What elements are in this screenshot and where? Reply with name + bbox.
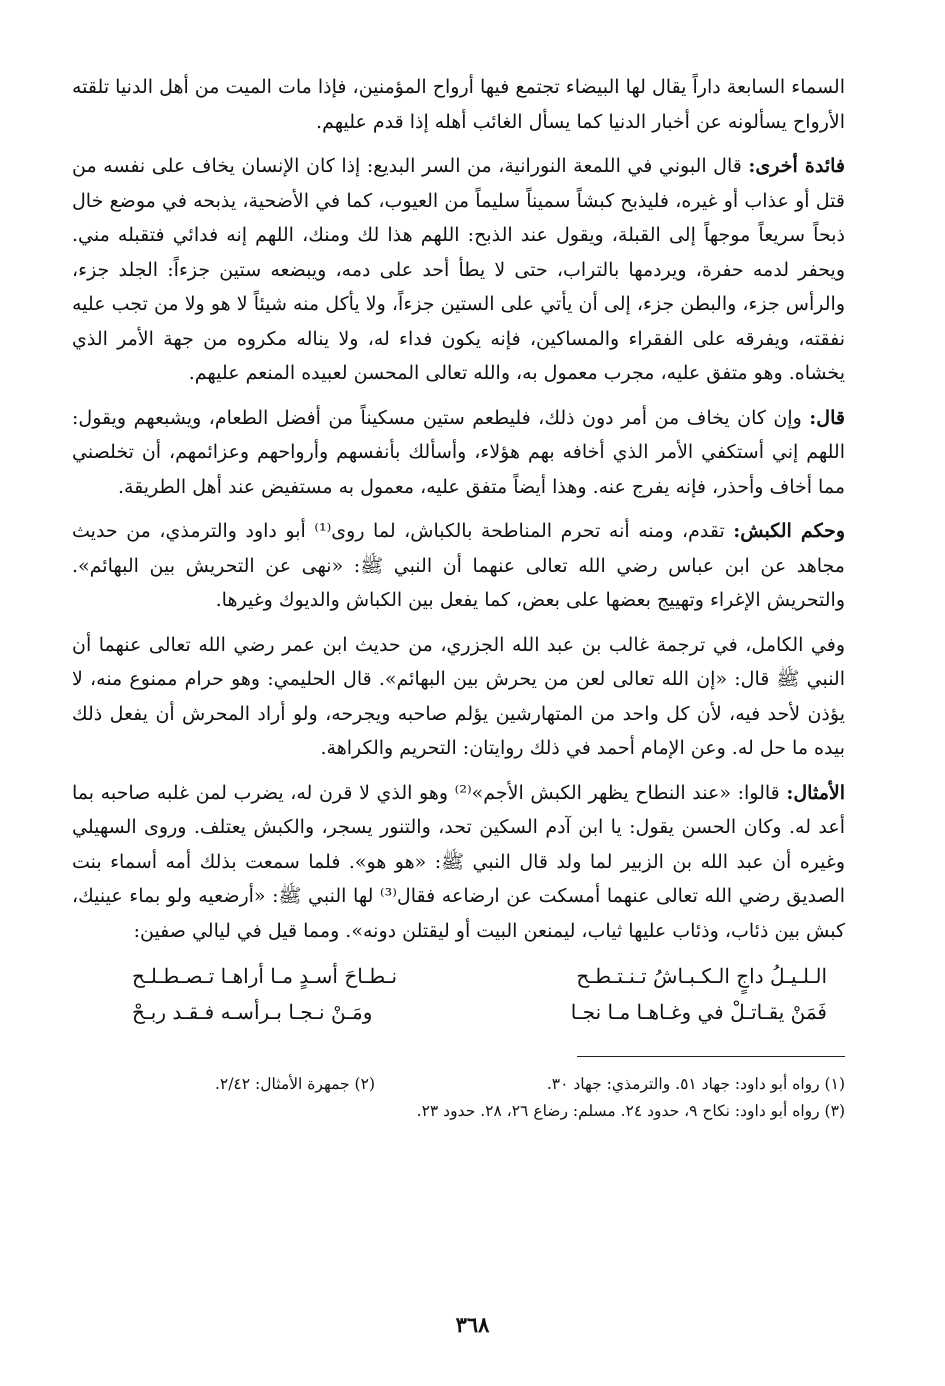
paragraph-1-text: السماء السابعة داراً يقال لها البيضاء تجتمع فيها أرواح المؤمنين، فإذا مات الميت من أهل الدنيا تلقته الأرواح يسألونه عن أخبار الدنيا كما يسأل الغائب أهله إذا قدم عليهم. (72, 76, 845, 133)
paragraph-6 (72, 776, 845, 949)
paragraph-3 (72, 401, 845, 505)
paragraph-4-text: تقدم، ومنه أنه تحرم المناطحة بالكباش، لما روى⁽¹⁾ أبو داود والترمذي، من حديث مجاهد عن ابن عباس رضي الله تعالى عنهما أن النبي ﷺ: «نهى عن التحريش بين البهائم». والتحريش الإغراء وتهييج بعضها على بعض، كما يفعل بين الكباش والديوك وغيرها. (72, 520, 845, 611)
paragraph-5-text: وفي الكامل، في ترجمة غالب بن عبد الله الجزري، من حديث ابن عمر رضي الله تعالى عنهما أن النبي ﷺ قال: «إن الله تعالى لعن من يحرش بين البهائم». قال الحليمي: وهو حرام ممنوع منه، لا يؤذن لأحد فيه، لأن كل واحد من المتهارشين يؤلم صاحبه ويجرحه، ولو أراد المحرش أن يفعل ذلك بيده ما حل له. وعن الإمام أحمد في ذلك روايتان: التحريم والكراهة. (72, 633, 845, 759)
paragraph-2 (72, 149, 845, 391)
poem-verse (72, 958, 845, 994)
paragraph-3-text: وإن كان يخاف من أمر دون ذلك، فليطعم ستين مسكيناً من أفضل الطعام، ويشبعهم ويقول: اللهم إني أستكفي الأمر الذي أخافه بهم هؤلاء، وأسألك بأنفسهم وأرواحهم وعزائمهم، أن تخلصني مما أخاف وأحذر، فإنه يفرج عنه. وهذا أيضاً متفق عليه، معمول به مستفيض عند أهل الطريقة. (72, 406, 845, 498)
paragraph-4-lead: وحكم الكبش: (733, 520, 845, 542)
poem-hemistich: نـطـاحَ أسـدٍ مـا أراهـا تـصـطـلـح (132, 964, 398, 988)
paragraph-1 (72, 70, 845, 139)
poem-hemistich: ومَـنْ نـجـا بـرأسـه فـقـد ربـحْ (132, 1000, 373, 1024)
footnote-row (72, 1071, 845, 1098)
poem (72, 958, 845, 1030)
footnote-2: (٢) جمهرة الأمثال: ٢/٤٢. (214, 1075, 375, 1093)
footnote-3: (٣) رواه أبو داود: نكاح ٩، حدود ٢٤. مسلم: رضاع ٢٦، ٢٨. حدود ٢٣. (416, 1102, 845, 1120)
page-number: ٣٦٨ (455, 1312, 490, 1337)
poem-verse (72, 994, 845, 1030)
paragraph-3-lead: قال: (809, 406, 845, 429)
footnote-1: (١) رواه أبو داود: جهاد ٥١. والترمذي: جهاد ٣٠. (546, 1075, 845, 1093)
paragraph-2-text: قال البوني في اللمعة النورانية، من السر البديع: إذا كان الإنسان يخاف على نفسه من قتل أو عذاب أو غيره، فليذبح كبشاً سميناً سليماً من العيوب، كما في الأضحية، يذبحه في موضع خال ذبحاً سريعاً موجهاً إلى القبلة، ويقول عند الذبح: اللهم هذا لك ومنك، اللهم إنه فدائي فتقبله مني. ويحفر لدمه حفرة، ويردمها بالتراب، حتى لا يطأ أحد على دمه، ويبضعه ستين جزءاً: الجلد جزء، والرأس جزء، والبطن جزء، إلى أن يأتي على الستين جزءاً، ولا يأكل منه شيئاً لا هو ولا من تجب عليه نفقته، ويفرقه على الفقراء والمساكين، فإنه يكون فداء له، ولا يناله مكروه من جهة الأمر الذي يخشاه. وهو متفق عليه، مجرب معمول به، والله تعالى المحسن لعبيده المنعم عليهم. (72, 155, 845, 384)
footnote-row (72, 1098, 845, 1125)
poem-hemistich: فَمَنْ يقـاتـلْ في وغـاهـا مـا نجـا (570, 1000, 827, 1024)
paragraph-2-lead: فائدة أخرى: (748, 155, 845, 177)
paragraph-5 (72, 628, 845, 766)
paragraph-6-text: قالوا: «عند النطاح يظهر الكبش الأجم»⁽²⁾ وهو الذي لا قرن له، يضرب لمن غلبه صاحبه بما أعد له. وكان الحسن يقول: يا ابن آدم السكين تحد، والتنور يسجر، والكبش يعتلف. وروى السهيلي وغيره أن عبد الله بن الزبير لما ولد قال النبي ﷺ: «هو هو». فلما سمعت بذلك أمه أسماء بنت الصديق رضي الله تعالى عنهما أمسكت عن ارضاعه فقال⁽³⁾ لها النبي ﷺ: «أرضعيه ولو بماء عينيك، كبش بين ذئاب، وذئاب عليها ثياب، ليمنعن البيت أو ليقتلن دونه». ومما قيل في ليالي صفين: (72, 781, 845, 942)
footnotes (72, 1071, 845, 1125)
paragraph-6-lead: الأمثال: (786, 781, 845, 804)
poem-hemistich: الـلـيـلُ داجٍ الـكـبـاشُ تـنـتـطـح (576, 964, 827, 988)
footnote-separator (577, 1056, 845, 1057)
footnote-separator-wrap (72, 1030, 845, 1071)
paragraph-4 (72, 514, 845, 618)
